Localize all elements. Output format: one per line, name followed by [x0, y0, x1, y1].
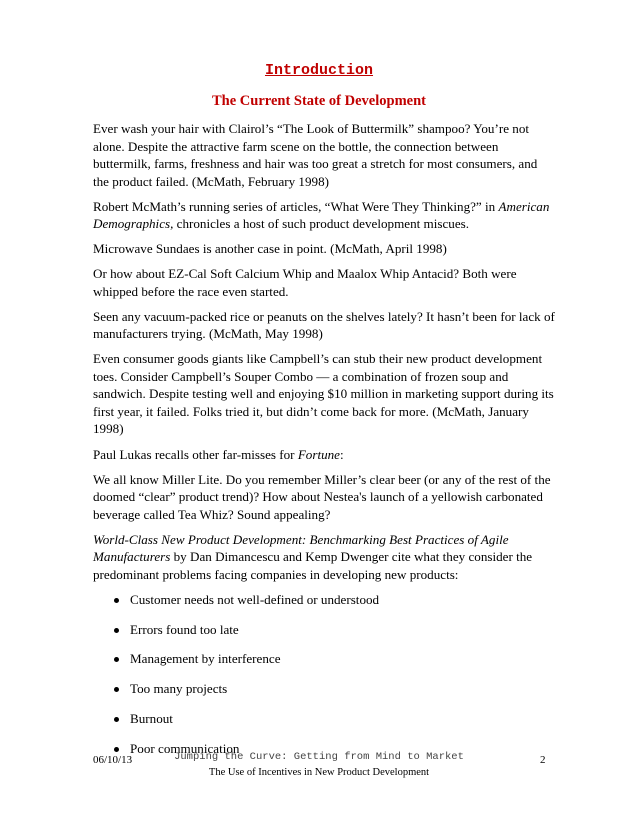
paragraph-1: Ever wash your hair with Clairol’s “The Look of Buttermilk” shampoo? You’re not alone. Despite the attractive farm scene on the bottle, the connection between buttermilk, farms, freshness and hair was too great a stretch for most consumers, and the product failed. (McMath, February 1998): [93, 121, 538, 189]
body-text: [93, 120, 555, 770]
list-item: [93, 650, 555, 680]
paragraph-9: [93, 531, 555, 584]
footer-date: 06/10/13: [93, 754, 133, 766]
paragraph-2-post: chronicles a host of such product development miscues.: [173, 216, 470, 232]
paragraph-6: Even consumer goods giants like Campbell’s can stub their new product development toes. Consider Campbell’s Souper Combo — a combination of frozen soup and sandwich. Despite testing well and enjoying $10 million in marketing support during its first year, it failed. Folks tried it, but didn’t come back for more. (McMath, January 1998): [93, 351, 554, 437]
list-item-text: Customer needs not well-defined or understood: [130, 591, 380, 607]
bullet-icon: [114, 717, 119, 722]
paragraph-2: [93, 198, 555, 233]
paragraph-7-pre: Paul Lukas recalls other far-misses for: [93, 446, 298, 462]
paragraph-4: Or how about EZ-Cal Soft Calcium Whip and Maalox Whip Antacid? Both were whipped before the race even started.: [93, 266, 517, 299]
section-subtitle: The Current State of Development: [212, 93, 426, 109]
paragraph-2-italic: American Demographics,: [93, 198, 550, 232]
list-item: [93, 591, 555, 621]
paragraph-7: [93, 446, 555, 464]
paragraph-9-post: by Dan Dimancescu and Kemp Dwenger cite what they consider the predominant problems facing companies in developing new products:: [93, 549, 533, 582]
bullet-icon: [114, 657, 119, 662]
list-item-text: Errors found too late: [130, 621, 239, 637]
list-item-text: Management by interference: [130, 651, 281, 667]
paragraph-7-post: :: [340, 446, 344, 462]
bullet-icon: [114, 687, 119, 692]
list-item: [93, 710, 555, 740]
footer-subtitle: The Use of Incentives in New Product Development: [208, 767, 430, 778]
page-number: 2: [540, 754, 546, 766]
list-item-text: Poor communication: [130, 740, 240, 756]
footer-title: Jumping the Curve: Getting from Mind to Market: [174, 751, 464, 763]
paragraph-5: Seen any vacuum-packed rice or peanuts on the shelves lately? It hasn’t been for lack of manufacturers trying. (McMath, May 1998): [93, 308, 555, 342]
paragraph-7-italic: Fortune: [297, 446, 340, 462]
list-item-text: Too many projects: [130, 681, 228, 697]
paragraph-9-italic: World-Class New Product Development: Benchmarking Best Practices of Agile Manufacturers: [93, 531, 509, 565]
section-title: Introduction: [264, 62, 374, 79]
problem-list: [93, 591, 555, 770]
list-item: [93, 621, 555, 651]
list-item: [93, 680, 555, 710]
bullet-icon: [114, 598, 119, 603]
paragraph-3: Microwave Sundaes is another case in point. (McMath, April 1998): [93, 241, 447, 257]
list-item-text: Burnout: [130, 711, 173, 727]
bullet-icon: [114, 628, 119, 633]
paragraph-2-pre: Robert McMath’s running series of articles, “What Were They Thinking?” in: [93, 198, 499, 214]
paragraph-8: We all know Miller Lite. Do you remember Miller’s clear beer (or any of the rest of the doomed “clear” product trend)? How about Nestea's launch of a yellowish carbonated beverage called Tea Whiz? Sound appealing?: [93, 471, 551, 522]
